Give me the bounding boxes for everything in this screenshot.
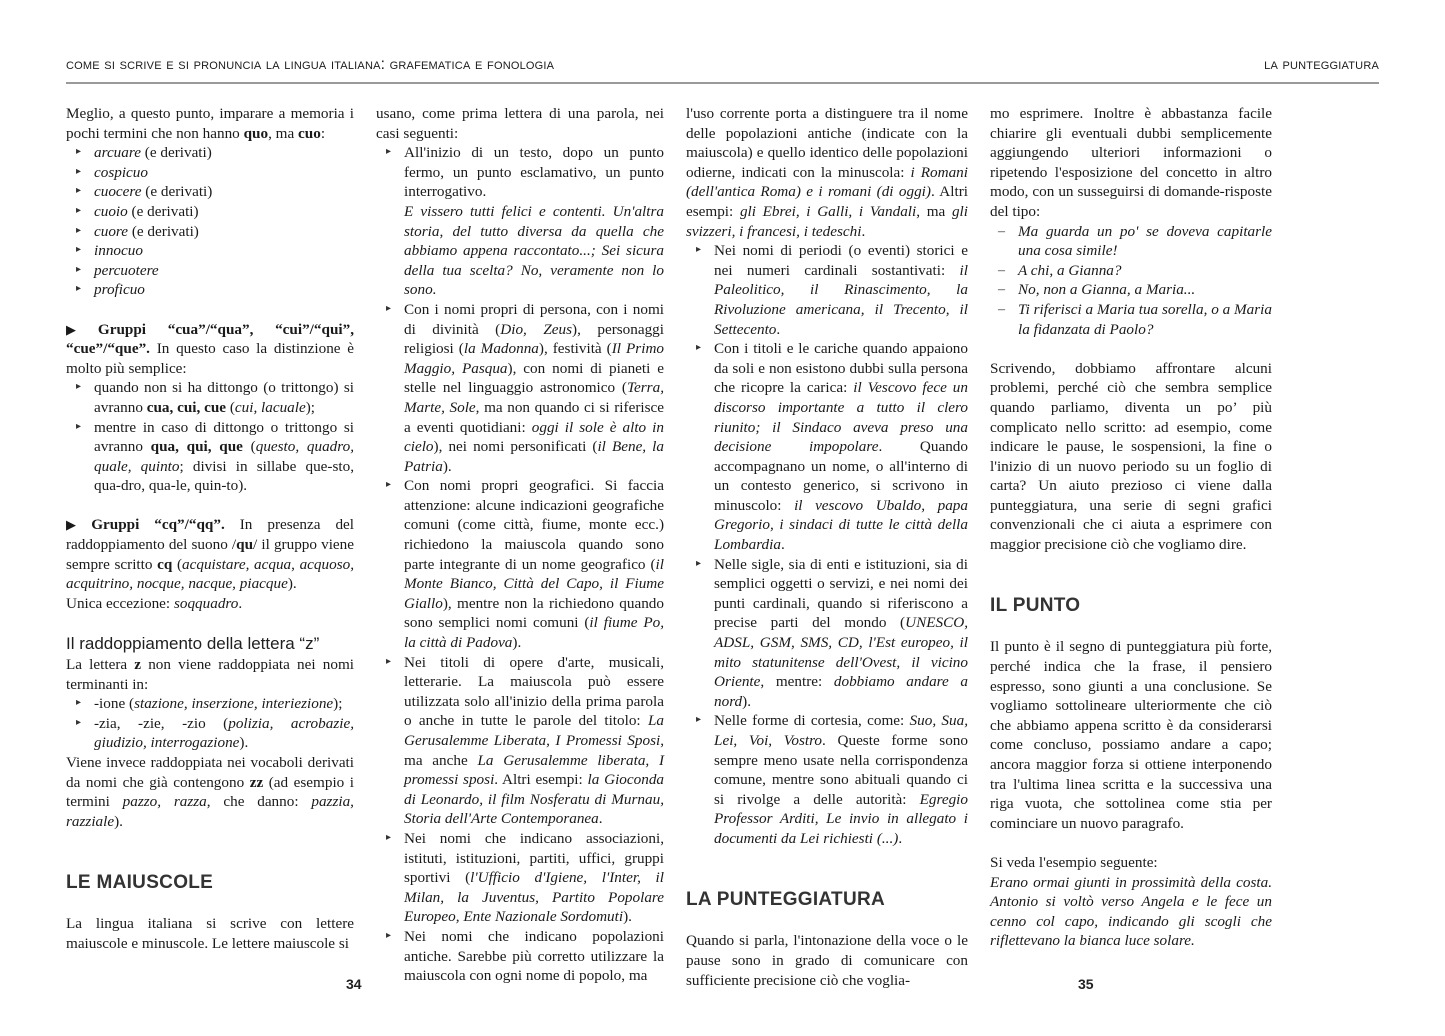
list-item — [376, 476, 664, 652]
cq-exception-end: . — [238, 594, 243, 612]
rule-2-t2: ), personaggi religiosi ( — [404, 320, 664, 358]
running-head-right: la punteggiatura — [1264, 56, 1379, 73]
rule-3-t3: ). — [512, 634, 522, 652]
list-item-note: (e derivati) — [127, 202, 199, 220]
spacer — [66, 496, 354, 516]
rule-3-t1: Con nomi propri geografici. Si faccia attenzione: alcune indicazioni geografiche comuni (come città, fiume, monte ecc.) richiedono la maiuscola quando sono parte integrante di un nome geografico ( — [404, 477, 664, 573]
rule-6-t1: Nei nomi che indicano popolazioni antiche. Sarebbe più corretto utilizzare la maiuscola con ogni nome di popolo, ma — [404, 927, 664, 985]
z2-italic-b: pazzia, razziale — [66, 793, 354, 830]
rule-2-t6: ), nei nomi personificati ( — [433, 438, 598, 456]
z-endings-list — [66, 694, 354, 753]
column-4 — [990, 104, 1272, 950]
rule-10-i2: Egregio Professor Arditi, Le invio in allegato i documenti da Lei richiesti (...) — [714, 790, 968, 847]
paragraph-esempio — [990, 873, 1272, 951]
list-item — [376, 653, 664, 829]
black-right-pointer-icon: ▶ — [66, 321, 94, 337]
spacer — [66, 831, 354, 851]
black-right-pointer-icon: ▶ — [66, 517, 88, 533]
intro-text-a: Meglio, a questo punto, imparare a memoria i pochi termini che non hanno — [66, 105, 354, 142]
cont-t4: . — [861, 222, 866, 240]
paragraph-maiuscole-intro: La lingua italiana si scrive con lettere maiuscole e minuscole. Le lettere maiuscole si — [66, 915, 354, 952]
spacer — [66, 895, 354, 915]
z-ending-label: -ione ( — [94, 695, 135, 713]
cq-text-d: ). — [287, 575, 297, 593]
subheading-raddoppiamento-z: Il raddoppiamento della lettera “z” — [66, 634, 320, 654]
spacer — [686, 912, 968, 932]
rule-9-t1: Nelle sigle, sia di enti e istituzioni, sia di semplici oggetti o servizi, e nei nomi dei punti cardinali, quando si riferiscono a precise parti del mondo ( — [714, 555, 968, 632]
cq-exception-label: Unica eccezione: — [66, 594, 174, 612]
spacer — [66, 300, 354, 320]
cq-exception-word: soqquadro — [173, 594, 239, 612]
page-number-right: 35 — [1078, 976, 1094, 992]
rule-2-i3: Il Primo Maggio, Pasqua — [404, 340, 665, 377]
z2-bold-zz: zz — [249, 773, 264, 791]
cont-i3: gli svizzeri, i francesi, i tedeschi — [686, 202, 968, 240]
rule-text-d: mentre in caso di dittongo o trittongo si avranno — [94, 418, 354, 456]
paragraph-cq-exception — [66, 594, 354, 614]
z2-text-c: , che danno: — [206, 793, 312, 811]
rule-3-i2: il fiume Po, la città di Padova — [404, 614, 664, 652]
list-item — [990, 261, 1272, 281]
dialog-list — [990, 222, 1272, 340]
list-item-term: cuoio — [94, 202, 128, 220]
maiuscole-rules-list — [376, 143, 664, 986]
running-head — [66, 56, 1379, 86]
dialog-line: A chi, a Gianna? — [1018, 261, 1122, 279]
list-item — [66, 261, 354, 281]
spacer — [686, 849, 968, 869]
list-item — [66, 378, 354, 417]
rule-7-i1: il Paleolitico, il Rinascimento, la Rivoluzione americana, il Trecento, il Settecento — [714, 261, 968, 338]
cq-text-a: In presenza del raddoppiamento del suono / — [66, 516, 354, 554]
list-item — [66, 202, 354, 222]
z-bold-letter: z — [134, 656, 142, 674]
intro-bold-cuo: cuo — [298, 124, 321, 142]
list-item — [66, 694, 354, 714]
spacer — [990, 833, 1272, 853]
cq-bold-cq: cq — [157, 555, 173, 573]
z2-text-a: Viene invece raddoppiata nei vocaboli derivati da nomi che già contengono — [66, 754, 354, 791]
rule-5-i1: l'Ufficio d'Igiene, l'Inter, il Milan, la Juventus, Partito Popolare Europeo, Ente Nazionale Sordomuti — [404, 869, 664, 926]
list-item — [376, 300, 664, 476]
paragraph-col2-intro: usano, come prima lettera di una parola, nei casi seguenti: — [376, 105, 664, 142]
esempio-text: Erano ormai giunti in prossimità della costa. Antonio si voltò verso Angela e le fece un cenno col capo, indicando gli scogli che riflettevano la bianca luce solare. — [990, 873, 1272, 950]
list-item-note: (e derivati) — [141, 183, 213, 201]
gruppi-cua-text: In questo caso la distinzione è molto più semplice: — [66, 340, 354, 377]
paragraph-gruppi-cq — [66, 515, 354, 593]
intro-text-b: , ma — [268, 124, 299, 142]
cq-bold-qu: qu — [236, 536, 254, 554]
rule-2-t3: ), festività ( — [538, 340, 612, 358]
z-text-b: non viene raddoppiata nei nomi terminanti in: — [66, 656, 354, 693]
paragraph-z-intro — [66, 655, 354, 694]
rule-1-text: All'inizio di un testo, dopo un punto fermo, un punto esclamativo, un punto interrogativo. — [404, 144, 664, 201]
rule-4-i1: La Gerusalemme Liberata, I Promessi Sposi — [404, 712, 664, 749]
list-item — [66, 280, 354, 300]
rule-bold-a: cua, cui, cue — [146, 398, 227, 416]
z-text-a: La lettera — [66, 656, 135, 674]
list-item — [66, 418, 354, 496]
gruppi-cua-heading: Gruppi “cua”/“qua”, “cui”/“qui”, “cue”/“que”. — [66, 320, 354, 358]
gruppi-cua-rules — [66, 378, 354, 496]
rule-bold-b: qua, qui, que — [150, 438, 243, 456]
list-item — [376, 829, 664, 927]
paragraph-intro — [66, 104, 354, 143]
list-item — [66, 143, 354, 163]
page-number-left: 34 — [346, 976, 362, 992]
cont-t3: , ma — [916, 202, 952, 220]
paragraph-col4-continuation: mo esprimere. Inoltre è abbastanza facile chiarire gli eventuali dubbi semplicemente aggiungendo ulteriori informazioni o ripetendo l'esposizione del concetto in altro modo, con un susseguirsi di domande-risposte del tipo: — [990, 105, 1272, 220]
list-item-note: (e derivati) — [140, 144, 212, 162]
rule-2-i5: oggi il sole è alto in cielo — [404, 418, 664, 456]
column-3 — [686, 104, 968, 989]
rule-4-t3: . Altri esempi: — [494, 771, 588, 789]
rule-3-t2: ), mentre non la richiedono quando sono semplici nomi comuni ( — [404, 594, 664, 632]
cuo-word-list — [66, 143, 354, 300]
cont-i1: i Romani (dell'antica Roma) e i romani (di oggi) — [686, 163, 968, 201]
spacer — [990, 555, 1272, 575]
paragraph-z-doubling — [66, 753, 354, 831]
spacer — [686, 868, 968, 888]
paragraph-col3-continuation — [686, 104, 968, 241]
rule-2-i4: Terra, Marte, Sole — [404, 379, 664, 416]
rule-2-i2: la Madonna — [463, 340, 539, 358]
rule-9-i2: dobbiamo andare a nord — [714, 673, 968, 710]
rule-9-t3: ). — [742, 692, 751, 710]
rule-7-t1: Nei nomi di periodi (o eventi) storici e nei numeri cardinali sostantivati: — [714, 242, 968, 279]
rule-8-t3: . — [780, 536, 785, 554]
intro-bold-quo: quo — [243, 124, 269, 142]
list-item — [66, 714, 354, 753]
list-item-term: proficuo — [94, 281, 145, 299]
rule-8-t2: . Quando accompagnano un nome, o all'interno di un contesto generico, si scrivono in minuscolo: — [714, 438, 968, 514]
spacer — [66, 613, 354, 633]
list-item — [990, 280, 1272, 300]
z2-text-d: ). — [114, 812, 123, 830]
list-item-term: innocuo — [94, 242, 143, 260]
rule-10-t2: . Queste forme sono sempre meno usate nella corrispondenza comune, mentre sono abituali quando ci si rivolge a delle autorità: — [714, 732, 968, 808]
intro-text-c: : — [320, 124, 326, 142]
z-ending-label: -zia, -zie, -zio ( — [94, 714, 229, 732]
list-item-term: cuore — [94, 222, 129, 240]
rule-10-t1: Nelle forme di cortesia, come: — [714, 712, 910, 730]
rule-9-t2: , mentre: — [760, 673, 834, 691]
rule-8-i1: il Vescovo fece un discorso importante a tutto il clero riunito; il Sindaco aveva preso una decisione impopolare — [714, 379, 968, 456]
spacer — [66, 851, 354, 871]
list-item-term: cospicuo — [94, 163, 148, 181]
rule-10-t3: . — [898, 829, 903, 847]
z2-text-b: (ad esempio i termini — [66, 773, 354, 811]
cq-text-c: ( — [172, 555, 183, 573]
rule-italic-a: cui, lacuale — [234, 398, 306, 416]
rule-2-i6: il Bene, la Patria — [404, 438, 664, 475]
rule-italic-b: questo, quadro, quale, quinto — [94, 438, 355, 475]
paragraph-esempio-lead: Si veda l'esempio seguente: — [990, 853, 1158, 871]
rule-5-t2: ). — [623, 908, 632, 926]
cont-i2: gli Ebrei, i Galli, i Vandali — [739, 202, 917, 220]
section-heading-le-maiuscole: LE MAIUSCOLE — [66, 871, 214, 893]
z-ending-examples: stazione, inserzione, interiezione — [134, 695, 334, 713]
rule-7-t2: . — [776, 320, 781, 338]
rule-4-t4: . — [598, 810, 603, 828]
section-heading-il-punto: IL PUNTO — [990, 594, 1081, 616]
rule-text-e: ( — [242, 438, 256, 456]
list-item — [376, 927, 664, 986]
rule-2-i1: Dio, Zeus — [500, 320, 573, 338]
rule-text-f: ; divisi in sillabe que-sto, qua-dro, qua-le, quin-to). — [94, 457, 354, 495]
cont-t2: . Altri esempi: — [686, 183, 968, 220]
rule-9-i1: UNESCO, ADSL, GSM, SMS, CD, l'Est europeo, il mito statunitense dell'Ovest, il vicino Oriente — [714, 614, 968, 691]
rule-4-t2: , ma anche — [404, 732, 664, 769]
column-1 — [66, 104, 355, 952]
z2-italic-a: pazzo, razza — [122, 793, 207, 811]
list-item-term: arcuare — [94, 144, 141, 162]
cont-t1: l'uso corrente porta a distinguere tra il nome delle popolazioni antiche (indicate con la maiuscola) e quello identico delle popolazioni odierne, indicati con la minuscola: — [686, 105, 968, 181]
rule-text-b: ( — [226, 398, 235, 416]
rule-2-t7: ). — [442, 457, 452, 475]
rule-1-example: E vissero tutti felici e contenti. Un'altra storia, del tutto diversa da quella che abbiamo appena raccontato...; Sei sicura della tua scelta? No, veramente non lo sono. — [404, 202, 664, 299]
dialog-line: Ma guarda un po' se doveva capitarle una cosa simile! — [1018, 222, 1272, 260]
list-item — [686, 339, 968, 555]
list-item-term: cuocere — [94, 183, 142, 201]
paragraph-il-punto: Il punto è il segno di punteggiatura più forte, perché indica che la frase, il pensiero espresso, sono giunti a una conclusione. Se vogliamo sottolineare ulteriormente che ciò che abbiamo appena scritto è da considerarsi come concluso, possiamo andare a capo; ancora maggior forza si ottiene interponendo tra l'ultima linea scritta e la successiva una riga vuota, che sottolinea come stia per cominciare un nuovo paragrafo. — [990, 638, 1272, 832]
rule-3-i1: il Monte Bianco, Città del Capo, il Fiume Giallo — [404, 555, 664, 612]
list-item — [686, 241, 968, 339]
header-rule — [66, 82, 1379, 84]
rule-4-t1: Nei titoli di opere d'arte, musicali, letterarie. La maiuscola può essere utilizzata solo all'inizio della prima parola o anche in tutte le parole del titolo: — [404, 653, 664, 730]
list-item — [66, 182, 354, 202]
dialog-line: No, non a Gianna, a Maria... — [1018, 281, 1196, 299]
rule-text-c: ); — [305, 398, 316, 416]
rule-8-t1: Con i titoli e le cariche quando appaiono da soli e non esistono dubbi sulla persona che ricopre la carica: — [714, 340, 968, 397]
maiuscole-rules-list-cont — [686, 241, 968, 848]
spacer — [990, 339, 1272, 359]
list-item — [686, 711, 968, 848]
rule-2-t5: , ma non quando ci si riferisce a eventi quotidiani: — [404, 398, 664, 436]
list-item — [66, 241, 354, 261]
paragraph-gruppi-cua — [66, 320, 354, 379]
rule-4-i3: la Gioconda di Leonardo, il film Nosferatu di Murnau, Storia dell'Arte Contemporanea — [404, 771, 665, 828]
cq-examples: acquistare, acqua, acquoso, acquitrino, nocque, nacque, piacque — [66, 555, 355, 593]
list-item — [66, 222, 354, 242]
list-item-term: percuotere — [94, 261, 159, 279]
rule-4-i2: La Gerusalemme liberata, I promessi sposi — [404, 751, 665, 789]
list-item-note: (e derivati) — [128, 222, 199, 240]
gruppi-cq-heading: Gruppi “cq”/“qq”. — [91, 516, 225, 534]
rule-2-t1: Con i nomi propri di persona, con i nomi di divinità ( — [404, 300, 664, 338]
column-2 — [376, 104, 665, 985]
z-ending-end: ); — [333, 695, 343, 713]
rule-5-t1: Nei nomi che indicano associazioni, istituti, istituzioni, partiti, uffici, gruppi sportivi ( — [404, 829, 664, 887]
rule-10-i1: Suo, Sua, Lei, Voi, Vostro — [714, 712, 968, 749]
spacer — [990, 574, 1272, 594]
z-ending-end: ). — [239, 734, 249, 752]
paragraph-scrivendo: Scrivendo, dobbiamo affrontare alcuni problemi, perché ciò che sembra semplice quando parliamo, diventa un po’ più complicato nello scritto: ad esempio, come indicare le pause, le sospensioni, la fine o l'inizio di un nuovo periodo su un foglio di carta? Un aiuto prezioso ci viene dalla punteggiatura, una serie di segni grafici convenzionali che ci aiuta a esprimere con maggior precisione ciò che vogliamo dire. — [990, 359, 1272, 554]
cq-text-b: / il gruppo viene sempre scritto — [66, 536, 355, 573]
list-item — [686, 555, 968, 712]
section-heading-la-punteggiatura: LA PUNTEGGIATURA — [686, 888, 886, 910]
running-head-left: come si scrive e si pronuncia la lingua italiana: grafematica e fonologia — [66, 56, 555, 73]
paragraph-punteggiatura-intro: Quando si parla, l'intonazione della voce o le pause sono in grado di comunicare con sufficiente precisione ciò che voglia- — [686, 932, 968, 989]
rule-8-i2: il vescovo Ubaldo, papa Gregorio, i sindaci di tutte le città della Lombardia — [714, 496, 968, 554]
rule-text-a: quando non si ha dittongo (o trittongo) si avranno — [94, 379, 354, 416]
spacer — [990, 618, 1272, 638]
list-item — [990, 300, 1272, 339]
list-item — [66, 163, 354, 183]
dialog-line: Ti riferisci a Maria tua sorella, o a Maria la fidanzata di Paolo? — [1018, 300, 1272, 338]
z-ending-examples: polizia, acrobazie, giudizio, interrogazione — [94, 714, 354, 752]
rule-2-t4: ), con nomi di pianeti e stelle nel linguaggio astronomico ( — [404, 359, 665, 397]
list-item — [990, 222, 1272, 261]
list-item — [376, 143, 664, 300]
